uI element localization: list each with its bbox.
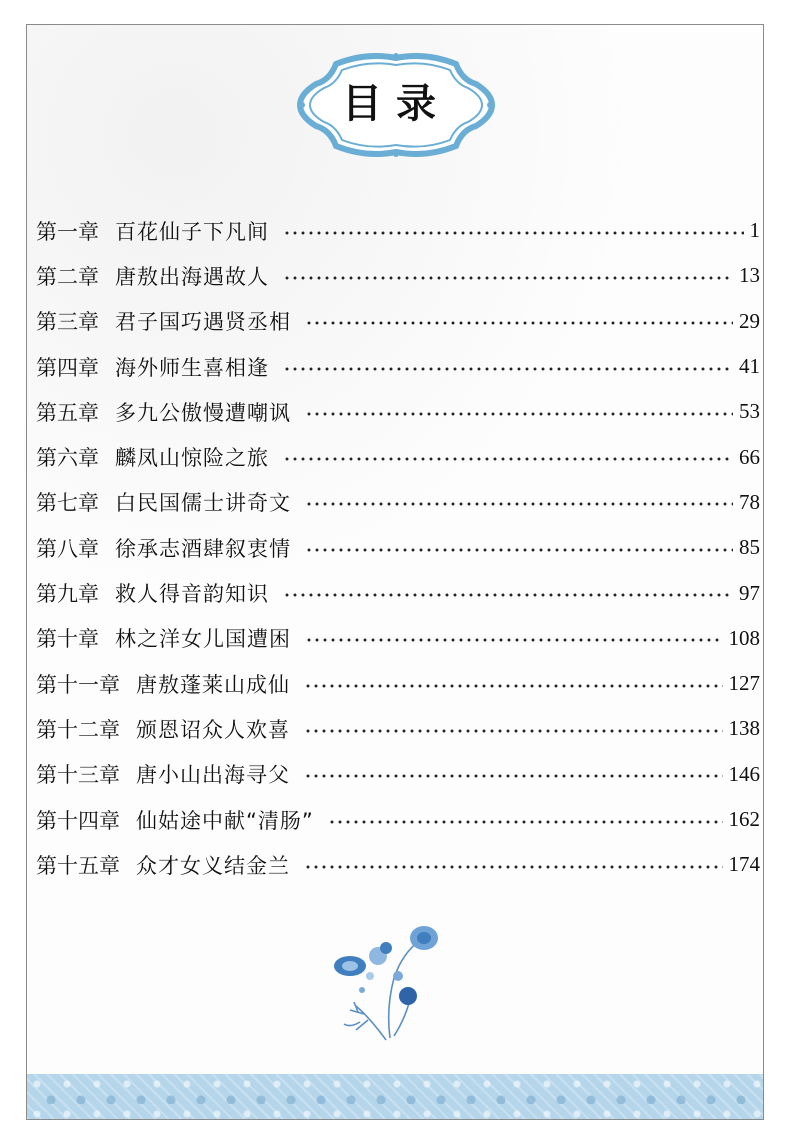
page-number: 53 <box>739 399 760 424</box>
chapter-title: 君子国巧遇贤丞相 <box>115 310 291 335</box>
leader-dots <box>305 638 723 642</box>
page-number: 162 <box>728 807 760 831</box>
chapter-title: 唐敖出海遇故人 <box>115 264 269 289</box>
leader-dots <box>283 367 733 371</box>
leader-dots <box>304 774 723 778</box>
leader-dots <box>283 457 733 461</box>
page-number: 29 <box>739 308 760 333</box>
toc-entry[interactable] <box>36 389 760 434</box>
page-number: 146 <box>728 761 760 786</box>
chapter-title: 仙姑途中献“清肠” <box>136 808 314 833</box>
toc-entry[interactable] <box>36 344 760 389</box>
chapter-title: 唐敖蓬莱山成仙 <box>136 672 290 697</box>
chapter-title: 白民国儒士讲奇文 <box>115 491 291 516</box>
chapter-number: 第七章 <box>36 491 99 516</box>
leader-dots <box>304 684 723 688</box>
page-number: 108 <box>728 625 760 650</box>
chapter-number: 第十一章 <box>36 672 120 697</box>
chapter-title: 麟凤山惊险之旅 <box>115 446 269 471</box>
page-number: 85 <box>739 535 760 560</box>
toc-entry[interactable] <box>36 434 760 479</box>
page-number: 97 <box>739 580 760 605</box>
chapter-title: 百花仙子下凡间 <box>115 219 269 244</box>
leader-dots <box>305 548 733 552</box>
chapter-number: 第十四章 <box>36 808 120 833</box>
chapter-title: 众才女义结金兰 <box>136 853 290 878</box>
page-number: 127 <box>728 671 760 696</box>
toc-title: 目录 <box>342 81 450 127</box>
leader-dots <box>305 321 733 325</box>
leader-dots <box>328 820 723 824</box>
chapter-title: 多九公傲慢遭嘲讽 <box>115 400 291 425</box>
chapter-number: 第十五章 <box>36 853 120 878</box>
chapter-title: 林之洋女儿国遭困 <box>115 627 291 652</box>
chapter-number: 第四章 <box>36 355 99 380</box>
leader-dots <box>304 729 723 733</box>
page-number: 138 <box>728 716 760 741</box>
chapter-number: 第九章 <box>36 582 99 607</box>
chapter-title: 徐承志酒肆叙衷情 <box>115 536 291 561</box>
title-cartouche <box>296 50 496 160</box>
chapter-number: 第一章 <box>36 219 99 244</box>
toc-entry[interactable] <box>36 253 760 298</box>
chapter-number: 第五章 <box>36 400 99 425</box>
chapter-number: 第二章 <box>36 264 99 289</box>
chapter-title: 海外师生喜相逢 <box>115 355 269 380</box>
toc-entry[interactable] <box>36 525 760 570</box>
leader-dots <box>283 593 733 597</box>
toc-entry[interactable] <box>36 208 760 253</box>
leader-dots <box>305 502 733 506</box>
chapter-title: 救人得音韵知识 <box>115 582 269 607</box>
toc-entry[interactable] <box>36 480 760 525</box>
page-number: 41 <box>739 354 760 379</box>
chapter-number: 第十二章 <box>36 717 120 742</box>
toc-entry[interactable] <box>36 616 760 661</box>
toc-entry[interactable] <box>36 570 760 615</box>
page-number: 13 <box>739 263 760 288</box>
chapter-number: 第十三章 <box>36 763 120 788</box>
toc-entry[interactable] <box>36 299 760 344</box>
toc-entry[interactable] <box>36 752 760 797</box>
leader-dots <box>304 865 723 869</box>
decorative-footer-band <box>27 1074 763 1119</box>
toc-entry[interactable] <box>36 842 760 887</box>
page-number: 78 <box>739 489 760 514</box>
leader-dots <box>305 412 733 416</box>
toc-entry[interactable] <box>36 797 760 842</box>
page-number: 1 <box>749 218 760 243</box>
toc-entry[interactable] <box>36 706 760 751</box>
chapter-title: 颁恩诏众人欢喜 <box>136 717 290 742</box>
leader-dots <box>283 276 733 280</box>
chapter-number: 第三章 <box>36 310 99 335</box>
page-number: 174 <box>728 852 760 877</box>
chapter-number: 第六章 <box>36 446 99 471</box>
chapter-number: 第八章 <box>36 536 99 561</box>
toc-list <box>36 208 760 887</box>
toc-entry[interactable] <box>36 661 760 706</box>
page-number: 66 <box>739 444 760 469</box>
flower-illustration-icon <box>320 918 450 1048</box>
leader-dots <box>283 231 744 235</box>
chapter-number: 第十章 <box>36 627 99 652</box>
chapter-title: 唐小山出海寻父 <box>136 763 290 788</box>
